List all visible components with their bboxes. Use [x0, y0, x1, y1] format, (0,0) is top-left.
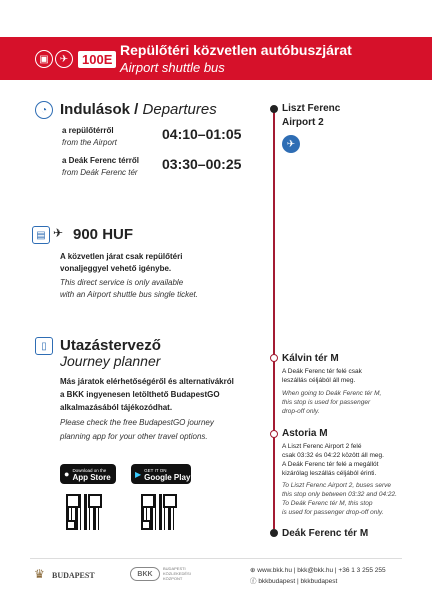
- stop-kalvin: Kálvin tér M: [282, 353, 339, 364]
- gplay-small: GET IT ON: [144, 468, 167, 473]
- globe-icon: ⊕: [250, 567, 258, 574]
- astoria-note-hu-1: A Liszt Ferenc Airport 2 felé: [282, 443, 362, 450]
- appstore-small: Download on the: [72, 468, 107, 473]
- play-icon: ▶: [135, 469, 142, 479]
- bkk-sub-3: KÖZPONT: [163, 576, 183, 581]
- fare-note-en-2: with an Airport shuttle bus single ticket.: [60, 290, 198, 299]
- google-play-qr: [141, 494, 177, 530]
- astoria-note-en-2: this stop only between 03:32 and 04:22.: [282, 491, 397, 498]
- ticket-icon: ▤: [32, 226, 50, 244]
- contact-line-2: [250, 576, 337, 585]
- header-banner: [0, 37, 432, 80]
- header-title: Repülőtéri közvetlen autóbuszjárat: [120, 42, 352, 58]
- bkk-sub-2: KÖZLEKEDÉSI: [163, 571, 191, 576]
- stop-airport-line2: Airport 2: [282, 117, 324, 128]
- fare-note-en-1: This direct service is only available: [60, 278, 184, 287]
- appstore-big: App Store: [72, 473, 111, 482]
- stop-node-deak: [270, 529, 278, 537]
- bkk-logo: [130, 567, 160, 581]
- planner-hu-1: Más járatok elérhetőségéről és alternatívákról: [60, 377, 234, 386]
- kalvin-note-en-1: When going to Deák Ferenc tér M,: [282, 390, 382, 397]
- footer-divider: [30, 558, 402, 559]
- kalvin-note-en-3: drop-off only.: [282, 408, 320, 415]
- phone-icon: ▯: [35, 337, 53, 355]
- route-number: 100E: [78, 51, 116, 68]
- bus-icon: ▣: [35, 50, 53, 68]
- planner-title-en: Journey planner: [60, 353, 161, 369]
- google-play-button[interactable]: [131, 464, 191, 484]
- bkk-subtitle: [163, 566, 191, 581]
- stop-airport-line1: Liszt Ferenc: [282, 103, 341, 114]
- clock-icon: ◔: [35, 101, 53, 119]
- social-icon: ⓕ: [250, 578, 259, 585]
- stop-deak: Deák Ferenc tér M: [282, 528, 369, 539]
- bkk-logo-text: BKK: [137, 570, 153, 578]
- from-deak-label-en: from Deák Ferenc tér: [62, 168, 138, 177]
- astoria-note-en-1: To Liszt Ferenc Airport 2, buses serve: [282, 482, 391, 489]
- contact-line-1: [250, 566, 386, 574]
- planner-hu-3: alkalmazásából tájékozódhat.: [60, 403, 173, 412]
- plane-icon: ✈: [55, 50, 73, 68]
- fare-note-hu-2: vonaljeggyel vehető igénybe.: [60, 264, 172, 273]
- from-airport-label: a repülőtérről: [62, 126, 114, 135]
- planner-hu-2: a BKK ingyenesen letölthető BudapestGO: [60, 390, 220, 399]
- astoria-note-en-4: is used for passenger drop-off only.: [282, 509, 384, 516]
- route-badge: [35, 50, 116, 68]
- header-subtitle: Airport shuttle bus: [120, 60, 225, 75]
- planner-en-1: Please check the free BudapestGO journey: [60, 418, 214, 427]
- contact-text-1: www.bkk.hu | bkk@bkk.hu | +36 1 3 255 255: [257, 567, 386, 574]
- app-store-button[interactable]: [60, 464, 116, 484]
- app-store-qr: [66, 494, 102, 530]
- from-deak-label: a Deák Ferenc térről: [62, 156, 139, 165]
- fare-note-hu-1: A közvetlen járat csak repülőtéri: [60, 252, 183, 261]
- kalvin-note-hu-1: A Deák Ferenc tér felé csak: [282, 368, 362, 375]
- airport-plane-icon: ✈: [282, 135, 300, 153]
- kalvin-note-en-2: this stop is used for passenger: [282, 399, 371, 406]
- astoria-note-hu-3: A Deák Ferenc tér felé a megállót: [282, 461, 379, 468]
- stop-node-airport: [270, 105, 278, 113]
- stop-node-kalvin: [270, 354, 278, 362]
- planner-title: Utazástervező: [60, 337, 161, 354]
- bkk-sub-1: BUDAPESTI: [163, 566, 186, 571]
- fare-price: 900 HUF: [73, 226, 134, 243]
- astoria-note-en-3: To Deák Ferenc tér M, this stop: [282, 500, 373, 507]
- from-airport-label-en: from the Airport: [62, 138, 117, 147]
- kalvin-note-hu-2: leszállás céljából áll meg.: [282, 377, 356, 384]
- stop-astoria: Astoria M: [282, 428, 328, 439]
- departures-title-en: Departures: [142, 101, 217, 118]
- fare-plane-icon: ✈: [53, 226, 64, 240]
- contact-text-2: bkkbudapest | bkkbudapest: [258, 578, 338, 585]
- gplay-big: Google Play: [144, 473, 191, 482]
- astoria-note-hu-4: kizárólag leszállás céljából érinti.: [282, 470, 377, 477]
- route-line: [273, 109, 275, 529]
- stop-node-astoria: [270, 430, 278, 438]
- from-airport-time: 04:10–01:05: [162, 126, 242, 142]
- from-deak-time: 03:30–00:25: [162, 156, 242, 172]
- departures-title: Indulások: [60, 101, 131, 118]
- apple-icon: ●: [64, 469, 70, 479]
- budapest-crest-icon: ♛: [34, 567, 45, 581]
- astoria-note-hu-2: csak 03:32 és 04:22 között áll meg.: [282, 452, 384, 459]
- planner-en-2: planning app for your other travel options.: [60, 432, 208, 441]
- budapest-logo-text: BUDAPEST: [52, 571, 95, 580]
- departures-heading: Indulások / Departures: [60, 101, 217, 118]
